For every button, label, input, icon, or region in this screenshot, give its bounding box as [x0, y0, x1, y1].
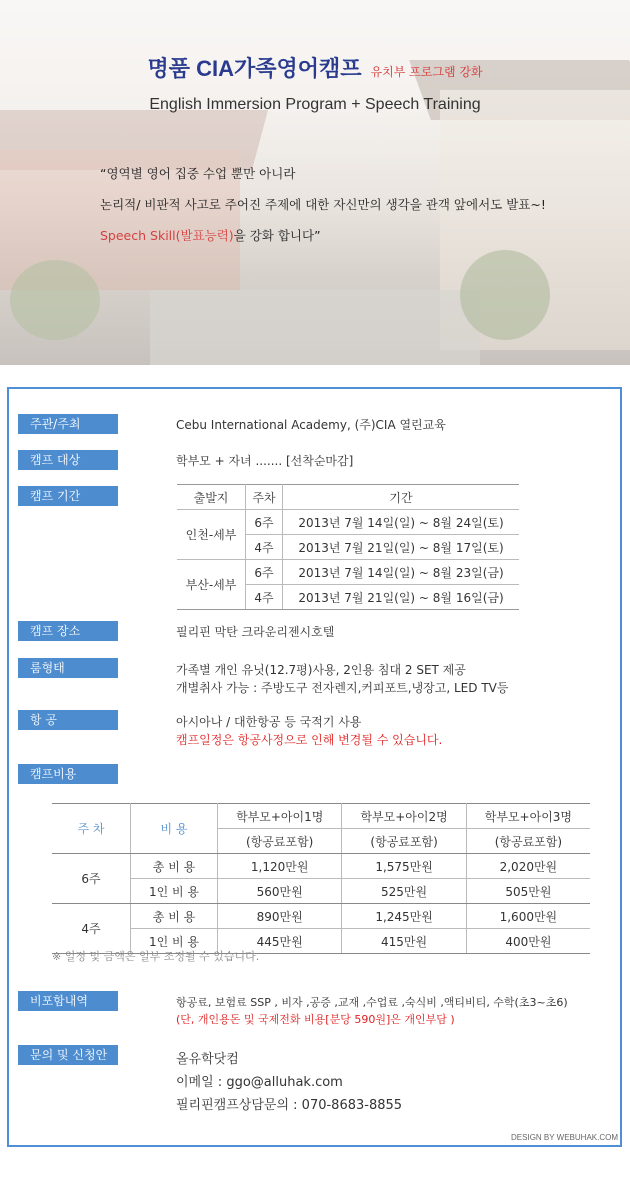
- quote-line-1: “영역별 영어 집중 수업 뿐만 아니라: [100, 166, 296, 181]
- period-origin-busan: 부산-세부: [177, 560, 246, 610]
- value-air-line1: 아시아나 / 대한항공 등 국적기 사용: [176, 715, 362, 729]
- period-header-dates: 기간: [283, 485, 520, 510]
- period-week: 6주: [246, 510, 283, 535]
- cost-type: 총 비 용: [131, 904, 218, 929]
- label-air: 항 공: [18, 710, 118, 730]
- cost-value: 400만원: [466, 929, 590, 954]
- cost-week-4: 4주: [52, 904, 131, 954]
- value-excluded-line1: 항공료, 보험료 SSP , 비자 ,공증 ,교재 ,수업료 ,숙식비 ,액티비티, 수학(초3~초6): [176, 996, 568, 1009]
- quote-line-2: 논리적/ 비판적 사고로 주어진 주제에 대한 자신만의 생각을 관객 앞에서도 발표~!: [100, 197, 546, 212]
- period-dates: 2013년 7월 14일(일) ~ 8월 23일(금): [283, 560, 520, 585]
- cost-value: 1,245만원: [342, 904, 466, 929]
- value-excluded-line2: (단, 개인용돈 및 국제전화 비용[분당 590원]은 개인부담 ): [176, 1013, 455, 1026]
- hero-main-title: 명품 CIA가족영어캠프: [147, 56, 362, 81]
- label-host: 주관/주최: [18, 414, 118, 434]
- value-target: 학부모 + 자녀 ....... [선착순마감]: [176, 454, 354, 468]
- cost-value: 560만원: [218, 879, 342, 904]
- value-place: 필리핀 막탄 크라운리젠시호텔: [176, 625, 335, 639]
- hero-subtitle: 유치부 프로그램 강화: [370, 65, 483, 79]
- hero-title: [0, 52, 630, 83]
- period-week: 6주: [246, 560, 283, 585]
- cost-type: 1인 비 용: [131, 879, 218, 904]
- cost-plan-2: 학부모+아이2명: [342, 804, 466, 829]
- period-week: 4주: [246, 535, 283, 560]
- cost-value: 415만원: [342, 929, 466, 954]
- label-cost: 캠프비용: [18, 764, 118, 784]
- value-room-line1: 가족별 개인 유닛(12.7평)사용, 2인용 침대 2 SET 제공: [176, 663, 466, 677]
- cost-value: 2,020만원: [466, 854, 590, 879]
- label-target: 캠프 대상: [18, 450, 118, 470]
- cost-header-week: 주 차: [52, 804, 131, 854]
- cost-plan-1: 학부모+아이1명: [218, 804, 342, 829]
- cost-type: 1인 비 용: [131, 929, 218, 954]
- period-header-origin: 출발지: [177, 485, 246, 510]
- value-contact-phone: 필리핀캠프상담문의 : 070-8683-8855: [176, 1098, 403, 1113]
- period-week: 4주: [246, 585, 283, 610]
- value-room-line2: 개별취사 가능 : 주방도구 전자렌지,커피포트,냉장고, LED TV등: [176, 681, 509, 695]
- cost-type: 총 비 용: [131, 854, 218, 879]
- cost-table: [52, 803, 590, 954]
- hero-quote: [100, 158, 546, 251]
- cost-plan-note: (항공료포함): [342, 829, 466, 854]
- label-excluded: 비포함내역: [18, 991, 118, 1011]
- quote-line-3-rest: 을 강화 합니다”: [233, 228, 321, 243]
- label-contact: 문의 및 신청안내: [18, 1045, 118, 1065]
- label-place: 캠프 장소: [18, 621, 118, 641]
- period-table: [177, 484, 519, 610]
- cost-week-6: 6주: [52, 854, 131, 904]
- period-dates: 2013년 7월 14일(일) ~ 8월 24일(토): [283, 510, 520, 535]
- hero-english-line: English Immersion Program + Speech Training: [149, 96, 481, 113]
- cost-value: 890만원: [218, 904, 342, 929]
- cost-note: ※ 일정 및 금액은 일부 조정될 수 있습니다.: [52, 950, 260, 963]
- cost-value: 1,575만원: [342, 854, 466, 879]
- period-origin-incheon: 인천-세부: [177, 510, 246, 560]
- cost-value: 1,600만원: [466, 904, 590, 929]
- period-header-week: 주차: [246, 485, 283, 510]
- quote-speech-skill: Speech Skill(발표능력): [100, 228, 234, 243]
- value-contact-email: 이메일 : ggo@alluhak.com: [176, 1075, 343, 1090]
- value-contact-name: 올유학닷컴: [176, 1052, 239, 1067]
- cost-plan-3: 학부모+아이3명: [466, 804, 590, 829]
- period-dates: 2013년 7월 21일(일) ~ 8월 16일(금): [283, 585, 520, 610]
- label-period: 캠프 기간: [18, 486, 118, 506]
- cost-header-cost: 비 용: [131, 804, 218, 854]
- quote-line-3: [100, 220, 546, 251]
- cost-value: 1,120만원: [218, 854, 342, 879]
- cost-value: 525만원: [342, 879, 466, 904]
- cost-plan-note: (항공료포함): [218, 829, 342, 854]
- cost-plan-note: (항공료포함): [466, 829, 590, 854]
- cost-value: 445만원: [218, 929, 342, 954]
- period-dates: 2013년 7월 21일(일) ~ 8월 17일(토): [283, 535, 520, 560]
- value-host: Cebu International Academy, (주)CIA 열린교육: [176, 418, 446, 432]
- cost-value: 505만원: [466, 879, 590, 904]
- label-room: 룸형태: [18, 658, 118, 678]
- value-air-line2: 캠프일정은 항공사정으로 인해 변경될 수 있습니다.: [176, 733, 443, 747]
- hero-banner: [0, 0, 630, 365]
- design-credit: DESIGN BY WEBUHAK.COM: [511, 1133, 618, 1142]
